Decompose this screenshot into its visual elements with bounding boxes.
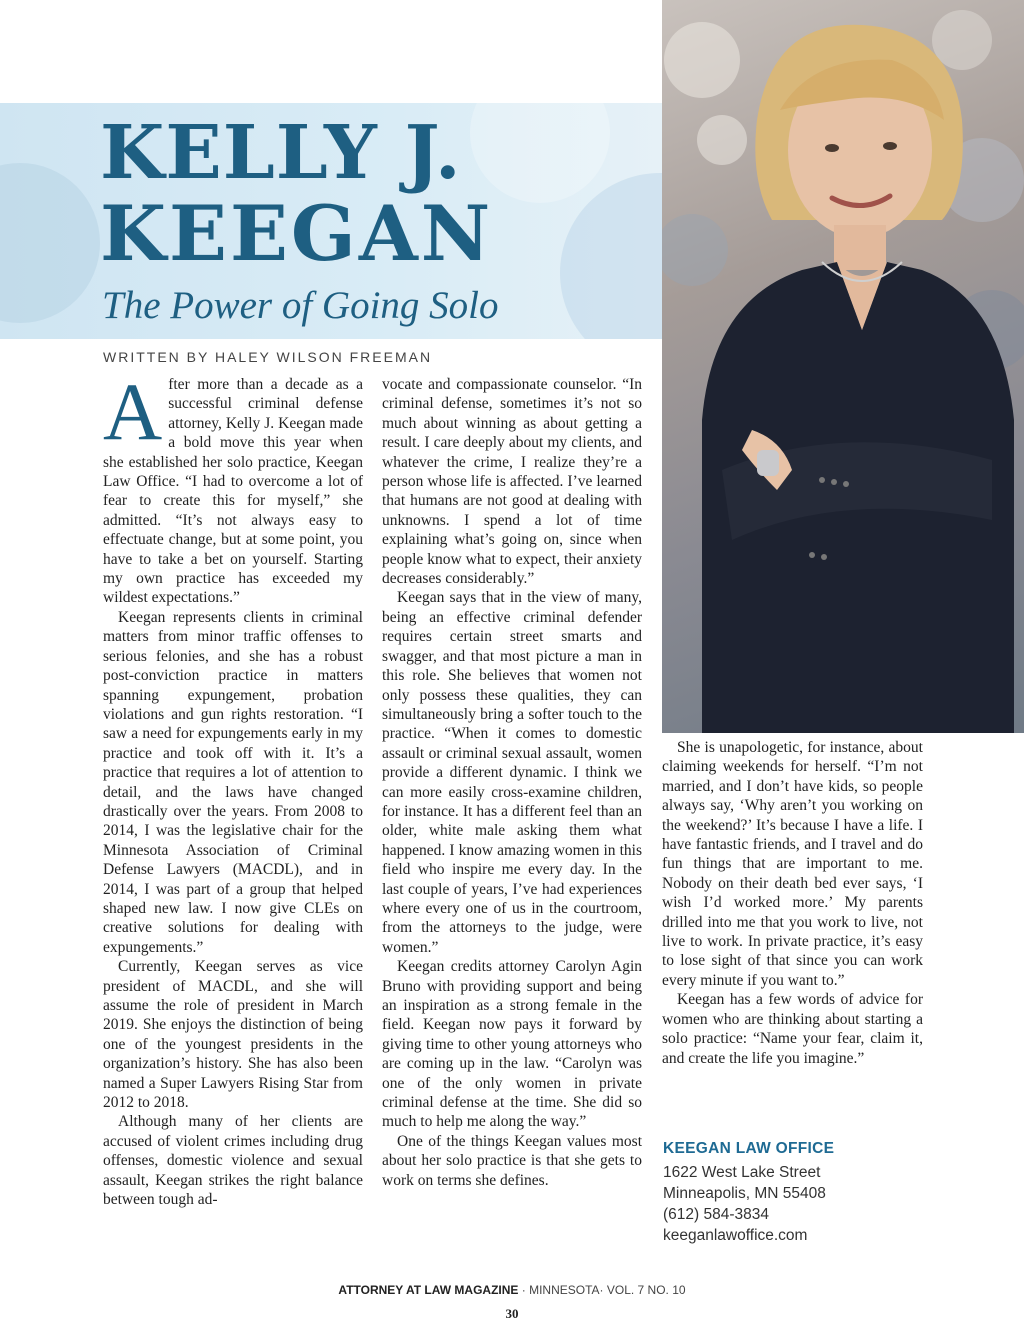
article-column-1 [103,366,363,1209]
magazine-name: ATTORNEY AT LAW MAGAZINE [338,1283,519,1297]
paragraph-text: fter more than a decade as a successful criminal defense attorney, Kelly J. Keegan made a bold move this year when she established her solo practice, Keegan Law Office. “I had to overcome a lot of fear to create this for myself,” she admitted. “It’s not always easy to effectuate change, but at some point, you have to take a bet on yourself. Starting my own practice has exceeded my wildest expectations.” [103,376,363,607]
banner-bubble [470,103,610,203]
article-paragraph: One of the things Keegan values most about her solo practice is that she gets to work on terms she defines. [382,1132,642,1189]
article-paragraph: Keegan represents clients in criminal matters from minor traffic offenses to serious felonies, and she has a robust post-conviction practice in matters spanning expungement, probation violations and gun rights restoration. “I saw a need for expungements early in my practice and took off with it. It’s a practice that requires a lot of attention to detail, and the laws have changed drastically over the years. From 2008 to 2014, I was the legislative chair for the Minnesota Association of Criminal Defense Lawyers (MACDL), and in 2014, I was part of a group that helped shaped new law. I now give CLEs on creative solutions for dealing with expungements.” [103,608,363,956]
office-contact-block [663,1140,834,1246]
banner-bubble [560,173,662,339]
article-paragraph: vocate and compassionate counselor. “In criminal defense, sometimes it’s not so much about winning as about getting a result. I care deeply about my clients, and whatever the crime, I realize they’re a person whose life is affected. I’ve learned that humans are not good at dealing with unknowns. I spend a lot of time explaining what’s going on, since when people know what to expect, their anxiety decreases considerably.” [382,376,642,588]
headline-first-name: KELLY J. [100,110,462,196]
banner-bubble [0,163,100,323]
article-subtitle: The Power of Going Solo [102,284,499,327]
article-paragraph: Although many of her clients are accused of violent crimes including drug offenses, domestic violence and sexual assault, Keegan strikes the right balance between tough ad- [103,1113,363,1209]
office-name: KEEGAN LAW OFFICE [663,1140,835,1157]
office-address: 1622 West Lake Street [663,1164,821,1181]
office-city: Minneapolis, MN 55408 [663,1185,826,1202]
article-paragraph: Currently, Keegan serves as vice president of MACDL, and she will assume the role of president in March 2019. She enjoys the distinction of being one of the youngest presidents in the organization’s history. She has also been named a Super Lawyers Rising Star from 2012 to 2018. [103,958,363,1112]
office-website: keeganlawoffice.com [663,1227,808,1244]
page-footer [0,1283,1024,1297]
article-column-2 [382,375,642,1190]
portrait-photo [662,0,1024,733]
page-number: 30 [505,1306,519,1321]
office-phone: (612) 584-3834 [663,1206,769,1223]
article-paragraph: Keegan says that in the view of many, being an effective criminal defender requires certain street smarts and swagger, and that most picture a man in this role. She believes that women not only possess these qualities, they can simultaneously bring a softer touch to the practice. “When it comes to domestic assault or criminal sexual assault, women provide a different dynamic. I think we can more easily cross-examine children, for instance. It has a different feel than an older, white male asking them what happened. I know amazing women in this field who inspire me every day. In the last couple of years, I’ve had experiences where every one of us in the courtroom, from the attorneys to the judge, were women.” [382,589,642,956]
byline: WRITTEN BY HALEY WILSON FREEMAN [103,349,433,365]
magazine-edition: · MINNESOTA· VOL. 7 NO. 10 [518,1283,686,1297]
portrait-illustration [662,0,1024,733]
headline-last-name: KEEGAN [100,189,494,278]
article-paragraph: Keegan has a few words of advice for women who are thinking about starting a solo practice: “Name your fear, claim it, and create the life you imagine.” [662,991,923,1067]
article-column-3 [662,738,923,1068]
article-paragraph [103,366,363,608]
article-paragraph: She is unapologetic, for instance, about claiming weekends for herself. “I’m not married, and I don’t have kids, so people always say, ‘Why aren’t you working on the weekend?’ It’s because I have a life. I have fantastic friends, and I travel and do fun things that are important to me. Nobody on their death bed ever says, ‘I wish I’d worked more.’ My parents drilled into me that you work to live, not live to work. In private practice, it’s easy to lose sight of that since you can work every minute if you want to.” [662,739,923,989]
article-paragraph: Keegan credits attorney Carolyn Agin Bruno with providing support and being an inspiration as a strong female in the field. Keegan now pays it forward by giving time to other young attorneys who are coming up in the law. “Carolyn was one of the only women in private criminal defense at the time. She did so much to help me along the way.” [382,958,642,1131]
drop-cap: A [103,366,163,457]
